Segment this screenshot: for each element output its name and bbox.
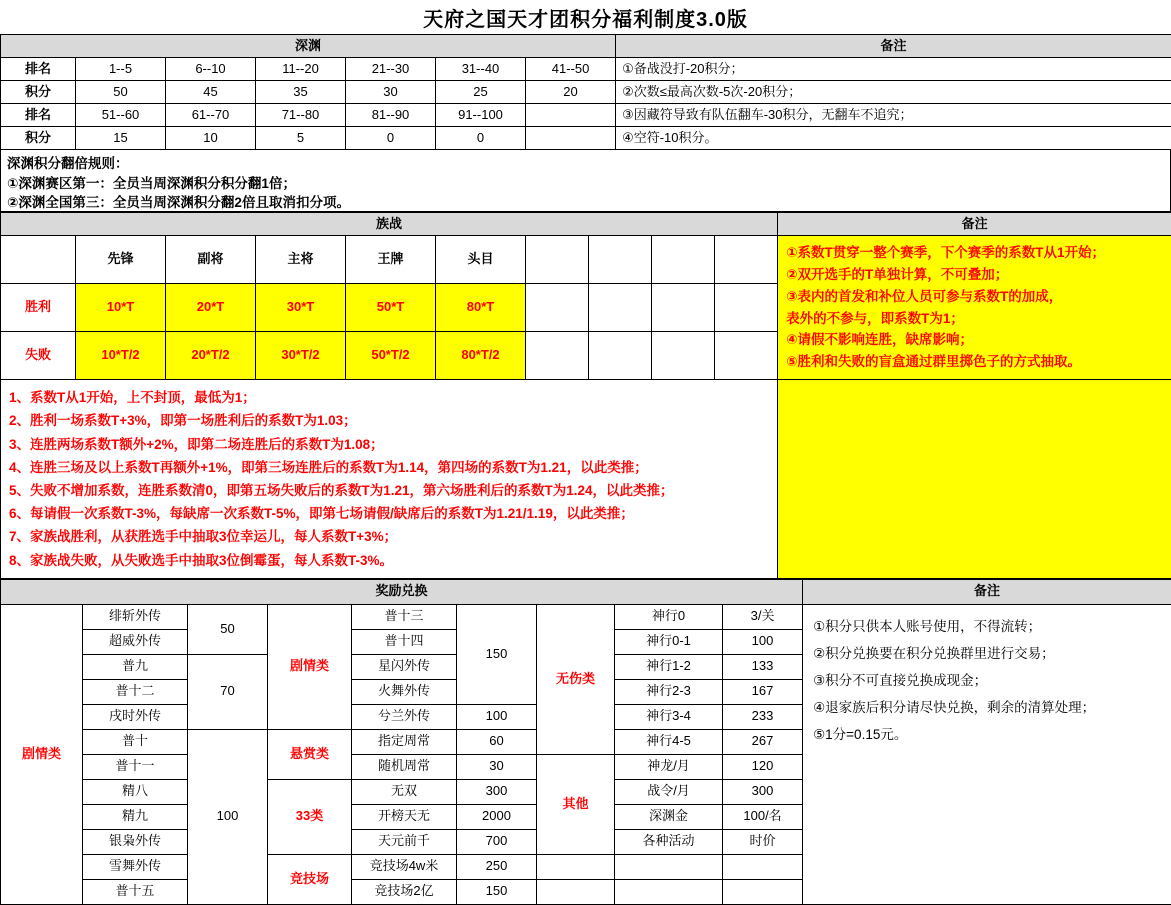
reward-col-category: 悬赏类: [268, 729, 352, 779]
reward-right-score: 100: [723, 629, 803, 654]
abyss-note: ②次数≤最高次数-5次-20积分；: [616, 81, 1171, 104]
abyss-cell: 35: [256, 81, 346, 104]
abyss-cell: 21--30: [346, 58, 436, 81]
abyss-cell: 0: [436, 127, 526, 150]
reward-item-name: 精八: [83, 779, 188, 804]
reward-right-name: 深渊金: [615, 804, 723, 829]
abyss-row-label: 积分: [1, 127, 76, 150]
reward-item-name: 天元前千: [352, 829, 457, 854]
reward-item-score: 300: [457, 779, 537, 804]
reward-right-name: 战令/月: [615, 779, 723, 804]
clan-rule: 8、家族战失败，从失败选手中抽取3位倒霉蛋，每人系数T-3%。: [9, 552, 394, 568]
clan-row-label: 失败: [1, 332, 76, 380]
reward-right-category: 其他: [537, 754, 615, 854]
reward-item-name: 火舞外传: [352, 679, 457, 704]
abyss-notes-header: 备注: [616, 35, 1171, 58]
clan-note: 表外的不参与，即系数T为1；: [786, 310, 964, 326]
reward-note: ⑤1分=0.15元。: [813, 726, 908, 742]
abyss-cell: 5: [256, 127, 346, 150]
reward-item-score: 100: [188, 729, 268, 904]
reward-col-category: 竞技场: [268, 854, 352, 904]
clan-rule: 2、胜利一场系数T+3%，即第一场胜利后的系数T为1.03；: [9, 413, 357, 429]
abyss-cell: 45: [166, 81, 256, 104]
reward-right-name: 神行3-4: [615, 704, 723, 729]
reward-right-name: 神行0: [615, 604, 723, 629]
abyss-cell: 11--20: [256, 58, 346, 81]
abyss-note: ③因藏符导致有队伍翻车-30积分，无翻车不追究；: [616, 104, 1171, 127]
clan-empty-cell: [589, 332, 652, 380]
abyss-note: ④空符-10积分。: [616, 127, 1171, 150]
clan-cell: 50*T: [346, 284, 436, 332]
reward-right-score: 120: [723, 754, 803, 779]
reward-right-score: 133: [723, 654, 803, 679]
abyss-row-label: 积分: [1, 81, 76, 104]
reward-item-name: 银枭外传: [83, 829, 188, 854]
reward-blank: [615, 854, 723, 879]
reward-blank: [615, 879, 723, 904]
clan-notes-filler: [778, 380, 1171, 579]
abyss-cell: 10: [166, 127, 256, 150]
abyss-rule-item: ①深渊赛区第一：全员当周深渊积分积分翻1倍；: [7, 175, 296, 191]
clan-cell: 10*T: [76, 284, 166, 332]
reward-item-score: 150: [457, 879, 537, 904]
clan-rules-cell: [1, 380, 778, 579]
reward-item-name: 兮兰外传: [352, 704, 457, 729]
reward-right-score: 300: [723, 779, 803, 804]
clan-rule: 7、家族战胜利，从获胜选手中抽取3位幸运儿，每人系数T+3%；: [9, 529, 398, 545]
reward-col-category: 33类: [268, 779, 352, 854]
abyss-cell: [526, 127, 616, 150]
reward-right-name: 各种活动: [615, 829, 723, 854]
abyss-row-label: 排名: [1, 58, 76, 81]
reward-right-name: 神行4-5: [615, 729, 723, 754]
reward-notes-cell: [803, 604, 1171, 904]
abyss-cell: [526, 104, 616, 127]
clan-note: ①系数T贯穿一整个赛季，下个赛季的系数T从1开始；: [786, 245, 1106, 260]
clan-empty-cell: [715, 236, 778, 284]
abyss-cell: 0: [346, 127, 436, 150]
reward-blank: [723, 879, 803, 904]
reward-right-score: 时价: [723, 829, 803, 854]
reward-item-score: 30: [457, 754, 537, 779]
clan-notes-header: 备注: [778, 213, 1171, 236]
reward-item-name: 普十五: [83, 879, 188, 904]
abyss-header: 深渊: [1, 35, 616, 58]
abyss-cell: 20: [526, 81, 616, 104]
reward-item-name: 星闪外传: [352, 654, 457, 679]
abyss-cell: 30: [346, 81, 436, 104]
clan-position: 先锋: [76, 236, 166, 284]
abyss-row-label: 排名: [1, 104, 76, 127]
abyss-rule-item: ②深渊全国第三：全员当周深渊积分翻2倍且取消扣分项。: [7, 195, 350, 211]
reward-header: 奖励兑换: [1, 579, 803, 604]
abyss-cell: 50: [76, 81, 166, 104]
reward-item-name: 绯斩外传: [83, 604, 188, 629]
clan-empty-cell: [526, 332, 589, 380]
clan-rule: 1、系数T从1开始，上不封顶，最低为1；: [9, 390, 256, 406]
clan-cell: 20*T: [166, 284, 256, 332]
abyss-cell: 91--100: [436, 104, 526, 127]
reward-item-score: 250: [457, 854, 537, 879]
reward-item-name: 竞技场4w米: [352, 854, 457, 879]
clan-note: ④请假不影响连胜，缺席影响；: [786, 332, 974, 348]
abyss-cell: 1--5: [76, 58, 166, 81]
reward-item-name: 无双: [352, 779, 457, 804]
reward-note: ①积分只供本人账号使用，不得流转；: [813, 618, 1042, 634]
reward-right-name: 神行1-2: [615, 654, 723, 679]
clan-rule: 5、失败不增加系数，连胜系数清0，即第五场失败后的系数T为1.21，第六场胜利后的系数T为1.24，以此类推；: [9, 483, 674, 499]
reward-group-label: 剧情类: [1, 604, 83, 904]
clan-empty-cell: [1, 236, 76, 284]
clan-position: 王牌: [346, 236, 436, 284]
abyss-rules-title: 深渊积分翻倍规则：: [7, 156, 129, 171]
clan-cell: 30*T: [256, 284, 346, 332]
reward-item-name: 普十: [83, 729, 188, 754]
abyss-cell: 6--10: [166, 58, 256, 81]
abyss-cell: 81--90: [346, 104, 436, 127]
reward-right-score: 3/关: [723, 604, 803, 629]
clan-rule: 4、连胜三场及以上系数T再额外+1%，即第三场连胜后的系数T为1.14，第四场的系数T为1.21，以此类推；: [9, 459, 648, 475]
reward-right-category: 无伤类: [537, 604, 615, 754]
reward-right-name: 神行0-1: [615, 629, 723, 654]
reward-blank: [537, 854, 615, 879]
abyss-cell: 15: [76, 127, 166, 150]
reward-note: ②积分兑换要在积分兑换群里进行交易；: [813, 645, 1055, 661]
clan-header: 族战: [1, 213, 778, 236]
abyss-rules-box: [0, 150, 1171, 212]
reward-item-name: 超威外传: [83, 629, 188, 654]
reward-item-name: 普十二: [83, 679, 188, 704]
abyss-cell: 25: [436, 81, 526, 104]
reward-item-name: 精九: [83, 804, 188, 829]
abyss-cell: 71--80: [256, 104, 346, 127]
clan-war-table: [0, 212, 1171, 579]
clan-empty-cell: [589, 236, 652, 284]
clan-position: 头目: [436, 236, 526, 284]
clan-empty-cell: [526, 284, 589, 332]
reward-blank: [723, 854, 803, 879]
reward-item-score: 50: [188, 604, 268, 654]
clan-cell: 50*T/2: [346, 332, 436, 380]
reward-item-name: 雪舞外传: [83, 854, 188, 879]
reward-item-score: 60: [457, 729, 537, 754]
reward-item-name: 戌时外传: [83, 704, 188, 729]
clan-cell: 30*T/2: [256, 332, 346, 380]
reward-right-name: 神龙/月: [615, 754, 723, 779]
reward-item-name: 普十四: [352, 629, 457, 654]
reward-item-score: 700: [457, 829, 537, 854]
clan-row-label: 胜利: [1, 284, 76, 332]
reward-right-score: 167: [723, 679, 803, 704]
reward-item-name: 竞技场2亿: [352, 879, 457, 904]
clan-note: ③表内的首发和补位人员可参与系数T的加成，: [786, 288, 1063, 304]
reward-item-name: 指定周常: [352, 729, 457, 754]
reward-right-name: 神行2-3: [615, 679, 723, 704]
clan-empty-cell: [589, 284, 652, 332]
reward-blank: [537, 879, 615, 904]
reward-right-score: 233: [723, 704, 803, 729]
abyss-cell: 51--60: [76, 104, 166, 127]
abyss-cell: 61--70: [166, 104, 256, 127]
clan-rule: 6、每请假一次系数T-3%，每缺席一次系数T-5%，即第七场请假/缺席后的系数T为1.21/1.19，以此类推；: [9, 506, 634, 522]
abyss-cell: 41--50: [526, 58, 616, 81]
clan-empty-cell: [652, 284, 715, 332]
abyss-table: [0, 34, 1171, 150]
clan-cell: 20*T/2: [166, 332, 256, 380]
reward-item-name: 普九: [83, 654, 188, 679]
abyss-note: ①备战没打-20积分；: [616, 58, 1171, 81]
clan-empty-cell: [526, 236, 589, 284]
reward-exchange-table: [0, 579, 1171, 905]
clan-cell: 10*T/2: [76, 332, 166, 380]
clan-empty-cell: [715, 332, 778, 380]
clan-empty-cell: [652, 332, 715, 380]
clan-cell: 80*T: [436, 284, 526, 332]
clan-empty-cell: [652, 236, 715, 284]
abyss-cell: 31--40: [436, 58, 526, 81]
reward-col-category: 剧情类: [268, 604, 352, 729]
reward-item-name: 随机周常: [352, 754, 457, 779]
reward-note: ③积分不可直接兑换成现金；: [813, 672, 988, 688]
clan-note: ②双开选手的T单独计算，不可叠加；: [786, 266, 1009, 282]
clan-position: 主将: [256, 236, 346, 284]
reward-item-name: 开榜天无: [352, 804, 457, 829]
clan-notes-cell: [778, 236, 1171, 380]
reward-item-name: 普十三: [352, 604, 457, 629]
reward-note: ④退家族后积分请尽快兑换，剩余的清算处理；: [813, 699, 1096, 715]
page-title: 天府之国天才团积分福利制度3.0版: [423, 8, 748, 31]
reward-item-score: 100: [457, 704, 537, 729]
clan-empty-cell: [715, 284, 778, 332]
reward-right-score: 267: [723, 729, 803, 754]
reward-item-score: 70: [188, 654, 268, 729]
clan-position: 副将: [166, 236, 256, 284]
reward-item-name: 普十一: [83, 754, 188, 779]
reward-item-score: 2000: [457, 804, 537, 829]
clan-note: ⑤胜利和失败的盲盒通过群里掷色子的方式抽取。: [786, 354, 1082, 370]
clan-rule: 3、连胜两场系数T额外+2%，即第二场连胜后的系数T为1.08；: [9, 436, 384, 452]
reward-right-score: 100/名: [723, 804, 803, 829]
reward-item-score: 150: [457, 604, 537, 704]
reward-notes-header: 备注: [803, 579, 1171, 604]
clan-cell: 80*T/2: [436, 332, 526, 380]
